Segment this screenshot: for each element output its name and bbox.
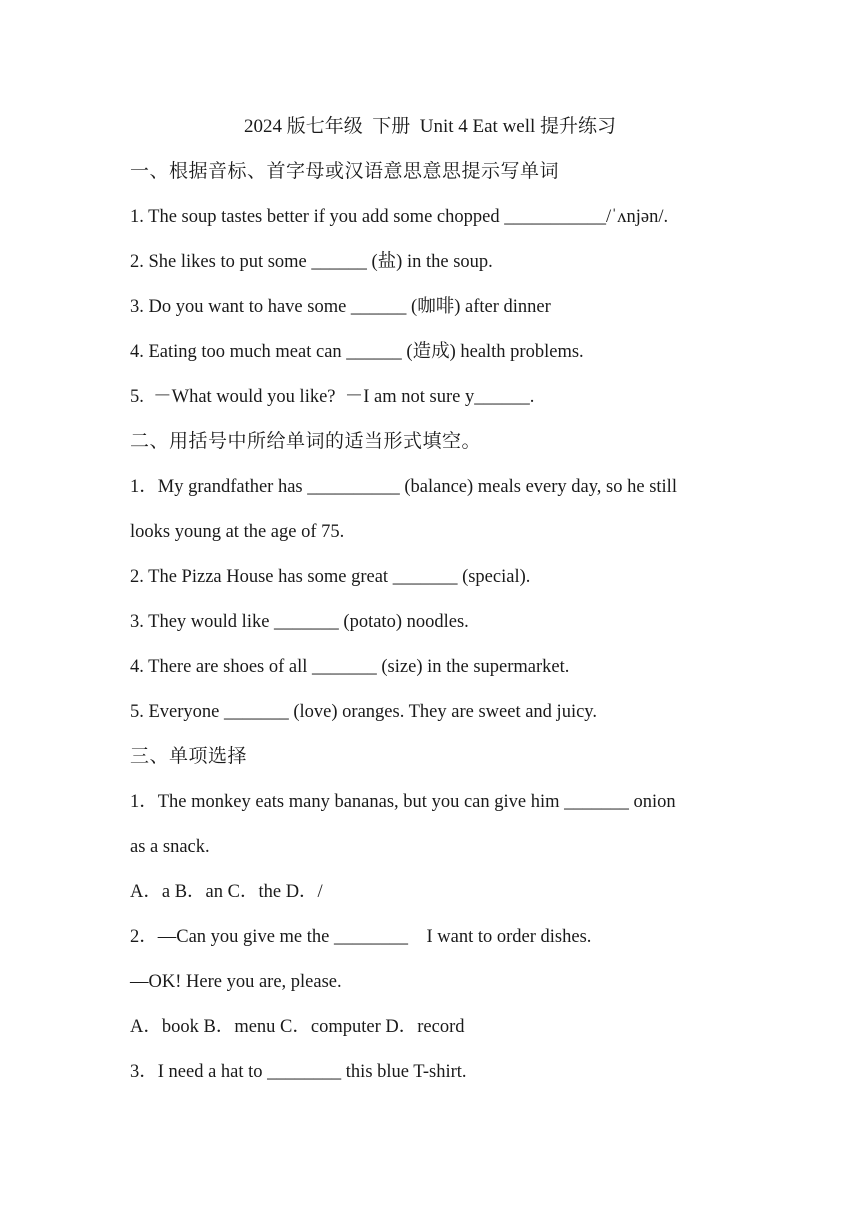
section-1-item-5: 5. －What would you like? －I am not sure y______.: [130, 387, 535, 407]
question-1-options: A．a B．an C．the D．/: [130, 882, 323, 902]
section-2-item-5: 5. Everyone _______ (love) oranges. They are sweet and juicy.: [130, 702, 597, 722]
section-2-item-1-line-1: 1．My grandfather has __________ (balance) meals every day, so he still: [130, 477, 677, 497]
question-2-line-2: —OK! Here you are, please.: [130, 972, 342, 992]
page-title: 2024 版七年级 下册 Unit 4 Eat well 提升练习: [243, 116, 617, 137]
question-1-line-1: 1．The monkey eats many bananas, but you can give him _______ onion: [130, 792, 676, 812]
section-3-heading: 三、单项选择: [130, 746, 248, 767]
question-1-line-2: as a snack.: [130, 837, 210, 857]
section-1-item-4: 4. Eating too much meat can ______ (造成) health problems.: [130, 342, 584, 362]
section-2-item-2: 2. The Pizza House has some great _______ (special).: [130, 567, 531, 587]
section-1-item-2: 2. She likes to put some ______ (盐) in the soup.: [130, 252, 493, 272]
question-2-line-1: 2．—Can you give me the ________ I want to order dishes.: [130, 927, 592, 947]
question-2-options: A．book B．menu C．computer D．record: [130, 1017, 465, 1037]
section-2-item-1-line-2: looks young at the age of 75.: [130, 522, 345, 542]
section-1-heading: 一、根据音标、首字母或汉语意思意思提示写单词: [130, 161, 560, 182]
section-1-item-3: 3. Do you want to have some ______ (咖啡) after dinner: [130, 297, 551, 317]
section-2-item-4: 4. There are shoes of all _______ (size) in the supermarket.: [130, 657, 570, 677]
section-1-item-1: 1. The soup tastes better if you add some chopped ___________/ˈʌnjən/.: [130, 207, 669, 227]
section-2-heading: 二、用括号中所给单词的适当形式填空。: [130, 431, 482, 452]
section-2-item-3: 3. They would like _______ (potato) noodles.: [130, 612, 469, 632]
question-3-line-1: 3．I need a hat to ________ this blue T-shirt.: [130, 1062, 467, 1082]
